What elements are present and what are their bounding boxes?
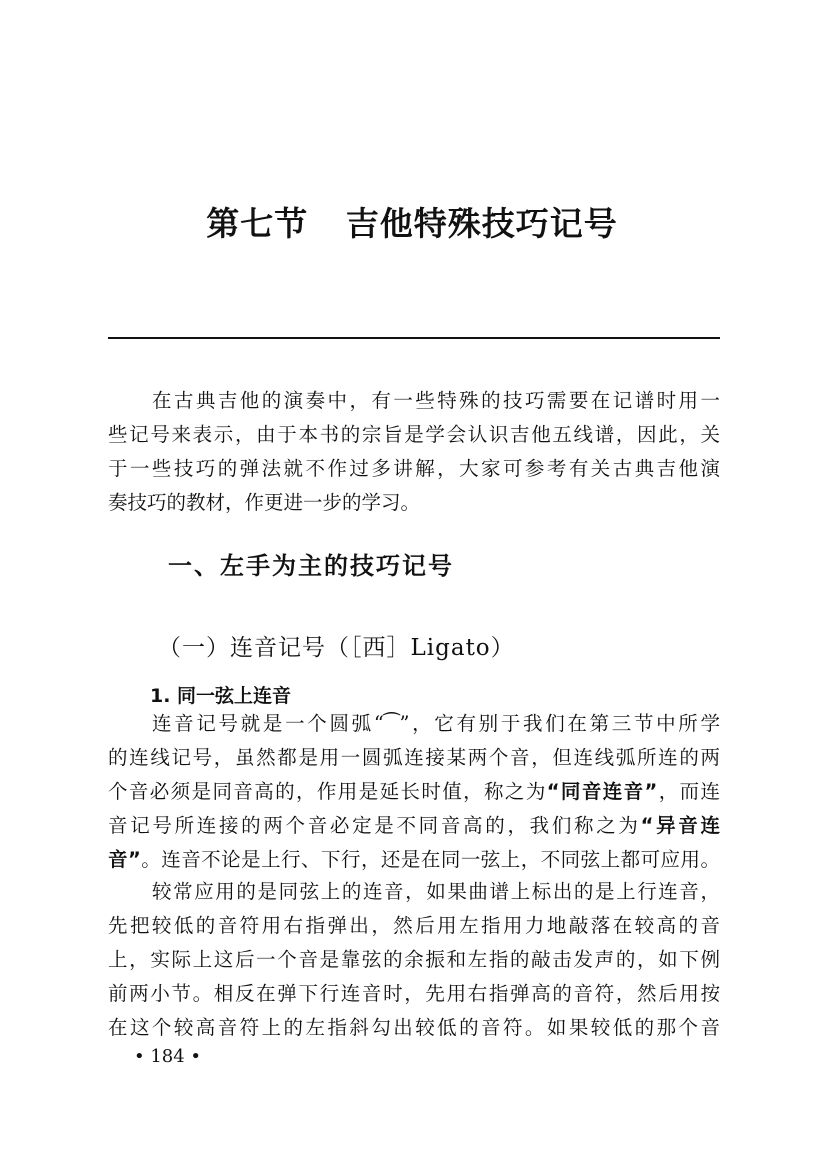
text-line: 在这个较高音符上的左指斜勾出较低的音符。如果较低的那个音	[108, 1016, 720, 1039]
body-paragraph-1	[108, 707, 720, 877]
text-line	[108, 843, 720, 877]
text-line	[108, 775, 720, 809]
bold-term: “异音连	[640, 814, 720, 837]
text-line: 奏技巧的教材，作更进一步的学习。	[108, 491, 421, 514]
text-line: 些记号来表示，由于本书的宗旨是学会认识吉他五线谱，因此，关	[108, 423, 720, 446]
text-line: 于一些技巧的弹法就不作过多讲解，大家可参考有关古典吉他演	[108, 457, 720, 480]
chapter-title: 第七节 吉他特殊技巧记号	[206, 204, 618, 243]
item-heading: 1. 同一弦上连音	[150, 685, 292, 707]
section-heading: 一、左手为主的技巧记号	[168, 552, 454, 580]
text-run: ，而连	[657, 780, 720, 803]
text-run: 。连音不论是上行、下行，还是在同一弦上，不同弦上都可应用。	[140, 848, 720, 871]
page-number: • 184 •	[134, 1046, 202, 1067]
subsection-heading: （一）连音记号（［西］Ligato）	[158, 635, 515, 661]
text-run: 音记号所连接的两个音必定是不同音高的，我们称之为	[108, 814, 641, 837]
horizontal-rule	[108, 337, 720, 339]
text-line: 上，实际上这后一个音是靠弦的余振和左指的敲击发声的，如下例	[108, 948, 720, 971]
text-line: 连音记号就是一个圆弧“⁀”，它有别于我们在第三节中所学	[152, 712, 720, 735]
intro-paragraph	[108, 384, 720, 520]
bold-term: 音”	[108, 848, 141, 871]
text-line: 先把较低的音符用右指弹出，然后用左指用力地敲落在较高的音	[108, 914, 720, 937]
text-line	[108, 809, 720, 843]
bold-term: “同音连音”	[546, 780, 658, 803]
text-line: 前两小节。相反在弹下行连音时，先用右指弹高的音符，然后用按	[108, 982, 720, 1005]
text-line: 较常应用的是同弦上的连音，如果曲谱上标出的是上行连音，	[152, 880, 720, 903]
text-line: 的连线记号，虽然都是用一圆弧连接某两个音，但连线弧所连的两	[108, 746, 720, 769]
body-paragraph-2	[108, 875, 720, 1045]
text-line: 在古典吉他的演奏中，有一些特殊的技巧需要在记谱时用一	[152, 389, 720, 412]
text-run: 个音必须是同音高的，作用是延长时值，称之为	[108, 780, 547, 803]
